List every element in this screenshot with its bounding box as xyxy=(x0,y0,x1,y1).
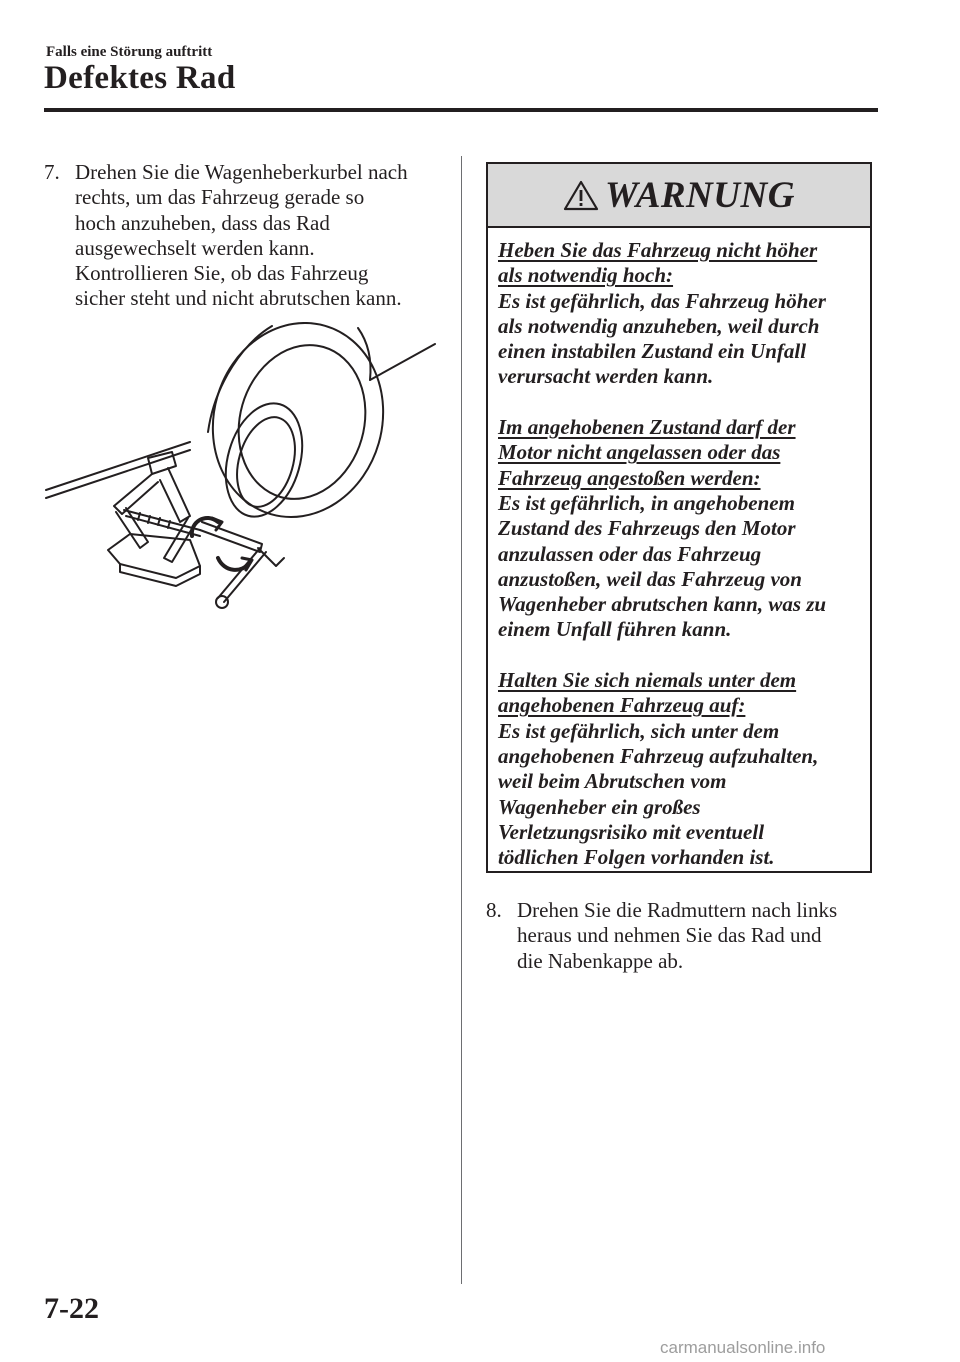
step-line: hoch anzuheben, dass das Rad xyxy=(75,210,330,235)
step-text xyxy=(75,160,444,312)
warning-heading: Motor nicht angelassen oder das xyxy=(498,440,781,465)
header-rule xyxy=(44,108,878,112)
warning-text: verursacht werden kann. xyxy=(498,364,714,389)
page-number: 7-22 xyxy=(44,1292,99,1325)
jack-raising-vehicle-illustration xyxy=(40,322,440,622)
step-7 xyxy=(44,160,444,312)
step-line: ausgewechselt werden kann. xyxy=(75,235,315,260)
jack-illustration xyxy=(40,322,440,622)
warning-triangle-icon xyxy=(563,179,599,211)
watermark: carmanualsonline.info xyxy=(660,1338,826,1357)
step-line: Drehen Sie die Wagenheberkurbel nach xyxy=(75,160,408,184)
warning-text: weil beim Abrutschen vom xyxy=(498,769,727,794)
warning-heading: als notwendig hoch: xyxy=(498,263,674,288)
step-line: sicher steht und nicht abrutschen kann. xyxy=(75,286,402,311)
warning-text: Es ist gefährlich, in angehobenem xyxy=(498,490,795,515)
warning-block xyxy=(498,238,860,390)
warning-heading: angehobenen Fahrzeug auf: xyxy=(498,693,746,718)
warning-heading: Heben Sie das Fahrzeug nicht höher xyxy=(498,238,818,262)
warning-body xyxy=(488,228,870,870)
step-text xyxy=(517,898,886,974)
warning-text: Es ist gefährlich, das Fahrzeug höher xyxy=(498,288,826,313)
step-line: heraus und nehmen Sie das Rad und xyxy=(517,923,822,948)
step-8 xyxy=(486,898,886,974)
warning-heading: Im angehobenen Zustand darf der xyxy=(498,415,796,440)
warning-block xyxy=(498,415,860,643)
step-number: 7. xyxy=(44,160,60,184)
warning-header xyxy=(488,164,870,228)
warning-text: als notwendig anzuheben, weil durch xyxy=(498,313,820,338)
warning-text: einen instabilen Zustand ein Unfall xyxy=(498,339,807,364)
step-line: rechts, um das Fahrzeug gerade so xyxy=(75,185,365,210)
step-line: die Nabenkappe ab. xyxy=(517,948,684,973)
warning-text: tödlichen Folgen vorhanden ist. xyxy=(498,845,775,870)
step-line: Drehen Sie die Radmuttern nach links xyxy=(517,898,838,922)
warning-text: Wagenheber abrutschen kann, was zu xyxy=(498,592,827,617)
section-label: Falls eine Störung auftritt xyxy=(46,44,213,60)
warning-heading: Fahrzeug angestoßen werden: xyxy=(498,465,761,490)
warning-text: anzustoßen, weil das Fahrzeug von xyxy=(498,566,802,591)
warning-text: angehobenen Fahrzeug aufzuhalten, xyxy=(498,743,819,768)
warning-text: Es ist gefährlich, sich unter dem xyxy=(498,718,780,743)
warning-block xyxy=(498,668,860,870)
step-number: 8. xyxy=(486,898,502,922)
step-line: Kontrollieren Sie, ob das Fahrzeug xyxy=(75,261,369,286)
warning-text: Wagenheber ein großes xyxy=(498,794,701,819)
warning-heading: Halten Sie sich niemals unter dem xyxy=(498,668,797,693)
warning-text: Zustand des Fahrzeugs den Motor xyxy=(498,516,796,541)
warning-text: einem Unfall führen kann. xyxy=(498,617,732,642)
warning-text: Verletzungsrisiko mit eventuell xyxy=(498,819,765,844)
warning-box xyxy=(486,162,872,873)
column-divider xyxy=(461,156,462,1284)
warning-text: anzulassen oder das Fahrzeug xyxy=(498,541,762,566)
page-title: Defektes Rad xyxy=(44,60,236,96)
warning-title: WARNUNG xyxy=(605,174,795,216)
